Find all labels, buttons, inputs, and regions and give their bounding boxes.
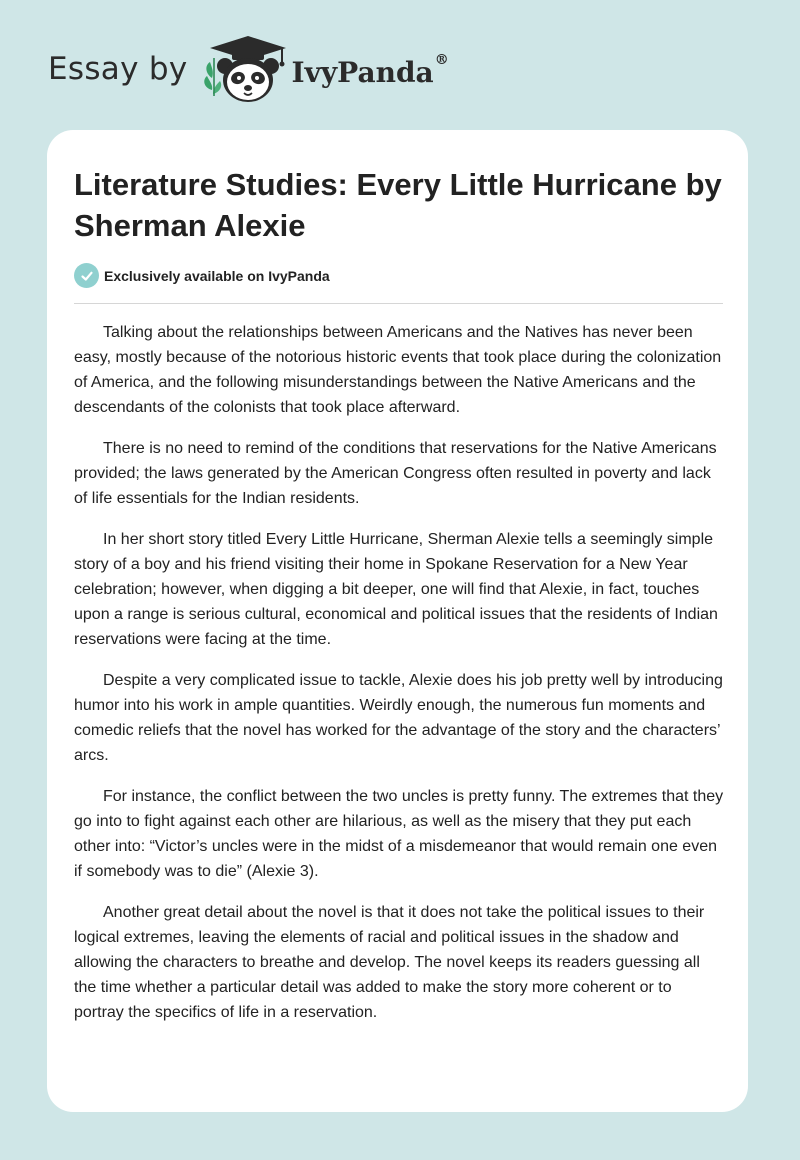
brand-name-text: IvyPanda: [291, 55, 434, 89]
essay-paragraph: For instance, the conflict between the two uncles is pretty funny. The extremes that they go into to fight against each other are hilarious, as well as the misery that they put each other into: “Victor’s uncles were in the midst of a misdemeanor that would remain one even if somebody was to die” (Alexie 3).: [74, 788, 724, 880]
panda-graduate-logo-icon: [198, 34, 290, 106]
essay-card: [47, 130, 748, 1112]
essay-by-label: Essay by: [48, 51, 188, 87]
ivypanda-brand-name: [291, 51, 449, 89]
divider: [74, 303, 723, 304]
registered-mark: ®: [434, 51, 449, 68]
essay-paragraph: There is no need to remind of the conditions that reservations for the Native Americans provided; the laws generated by the American Congress often resulted in poverty and lack of life essentials for the Indian residents.: [74, 440, 717, 507]
essay-paragraph: Another great detail about the novel is that it does not take the political issues to their logical extremes, leaving the elements of racial and political issues in the shadow and allowing the characters to breathe and develop. The novel keeps its readers guessing all the time whether a particular detail was added to make the story more coherent or to portray the specifics of life in a reservation.: [74, 904, 705, 1021]
check-icon: [74, 263, 99, 288]
essay-paragraph: Talking about the relationships between Americans and the Natives has never been easy, mostly because of the notorious historic events that took place during the colonization of America, and the following misunderstandings between the Native Americans and the descendants of the colonists that took place afterward.: [74, 324, 722, 416]
brand-header[interactable]: [48, 34, 449, 106]
exclusive-badge: [74, 263, 330, 288]
exclusive-badge-text: Exclusively available on IvyPanda: [104, 267, 330, 284]
essay-paragraph: Despite a very complicated issue to tackle, Alexie does his job pretty well by introducing humor into his work in ample quantities. Weirdly enough, the numerous fun moments and comedic reliefs that the novel has worked for the advantage of the story and the characters’ arcs.: [74, 672, 723, 764]
essay-body: [74, 320, 724, 1041]
essay-paragraph: In her short story titled Every Little Hurricane, Sherman Alexie tells a seemingly simple story of a boy and his friend visiting their home in Spokane Reservation for a New Year celebration; however, when digging a bit deeper, one will find that Alexie, in fact, touches upon a range is serious cultural, economical and political issues that the residents of Indian reservations were facing at the time.: [74, 531, 718, 648]
essay-title: Literature Studies: Every Little Hurricane by Sherman Alexie: [74, 167, 722, 243]
